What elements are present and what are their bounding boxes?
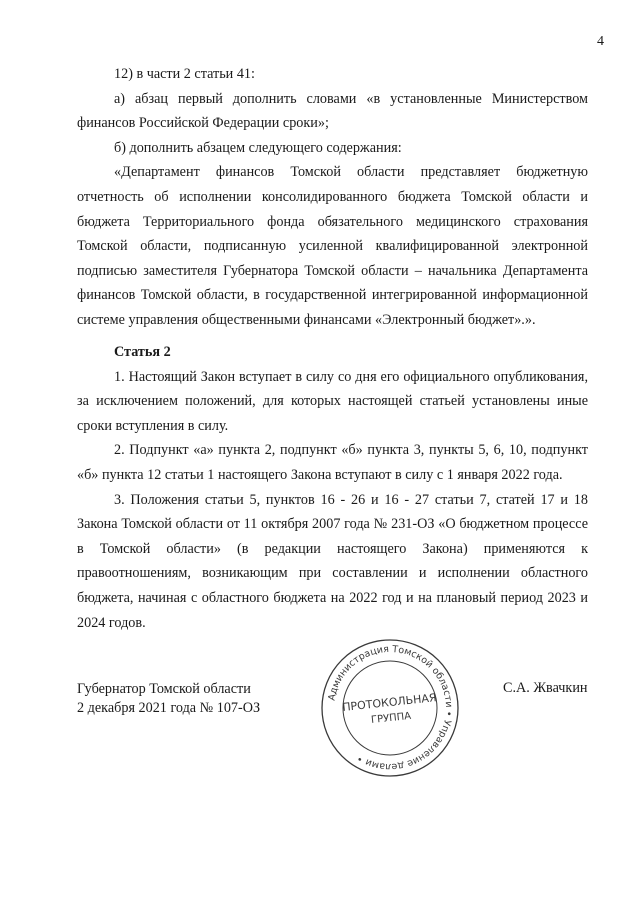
- article-2-item-3: 3. Положения статьи 5, пунктов 16 - 26 и 16 - 27 статьи 7, статей 17 и 18 Закона Томской области от 11 октября 2007 года № 231-ОЗ «О бюджетном процессе в Томской области» (в редакции настоящего Закона) применяются к правоотношениям, возникающим при составлении и исполнении областного бюджета, начиная с областного бюджета на 2022 год и на плановый период 2023 и 2024 годов.: [77, 491, 588, 631]
- paragraph-12: 12) в части 2 статьи 41:: [114, 66, 255, 82]
- page-number: 4: [597, 34, 604, 49]
- stamp-outer-text: Администрация Томской области • Управление делами •: [326, 643, 455, 773]
- article-2-item-1: 1. Настоящий Закон вступает в силу со дня его официального опубликования, за исключением положений, для которых настоящей статьей установлены иные сроки вступления в силу.: [77, 368, 588, 434]
- official-stamp: [320, 638, 460, 778]
- law-date-number: 2 декабря 2021 года № 107-ОЗ: [77, 700, 261, 716]
- amendment-section: [77, 62, 588, 333]
- article-2-item-2: 2. Подпункт «а» пункта 2, подпункт «б» пункта 3, пункты 5, 6, 10, подпункт «б» пункта 12 статьи 1 настоящего Закона вступают в силу с 1 января 2022 года.: [77, 442, 588, 483]
- article-2-section: [77, 340, 588, 635]
- paragraph-quoted-addition: «Департамент финансов Томской области представляет бюджетную отчетность об исполнении консолидированного бюджета Томской области и бюджета Территориального фонда обязательного медицинского страхования Томской области, подписанную усиленной квалифицированной электронной подписью заместителя Губернатора Томской области – начальника Департамента финансов Томской области, в государственной интегрированной информационной системе управления общественными финансами «Электронный бюджет».».: [77, 164, 588, 328]
- signatory-name: С.А. Жвачкин: [503, 680, 588, 696]
- stamp-inner-text-2: ГРУППА: [370, 710, 412, 727]
- signature-block: [77, 680, 260, 718]
- signatory-position: Губернатор Томской области: [77, 681, 251, 697]
- paragraph-12a: а) абзац первый дополнить словами «в установленные Министерством финансов Российской Федерации сроки»;: [77, 90, 588, 132]
- stamp-inner-text-1: ПРОТОКОЛЬНАЯ: [341, 691, 438, 714]
- paragraph-12b: б) дополнить абзацем следующего содержания:: [114, 139, 402, 156]
- article-heading: Статья 2: [114, 344, 171, 360]
